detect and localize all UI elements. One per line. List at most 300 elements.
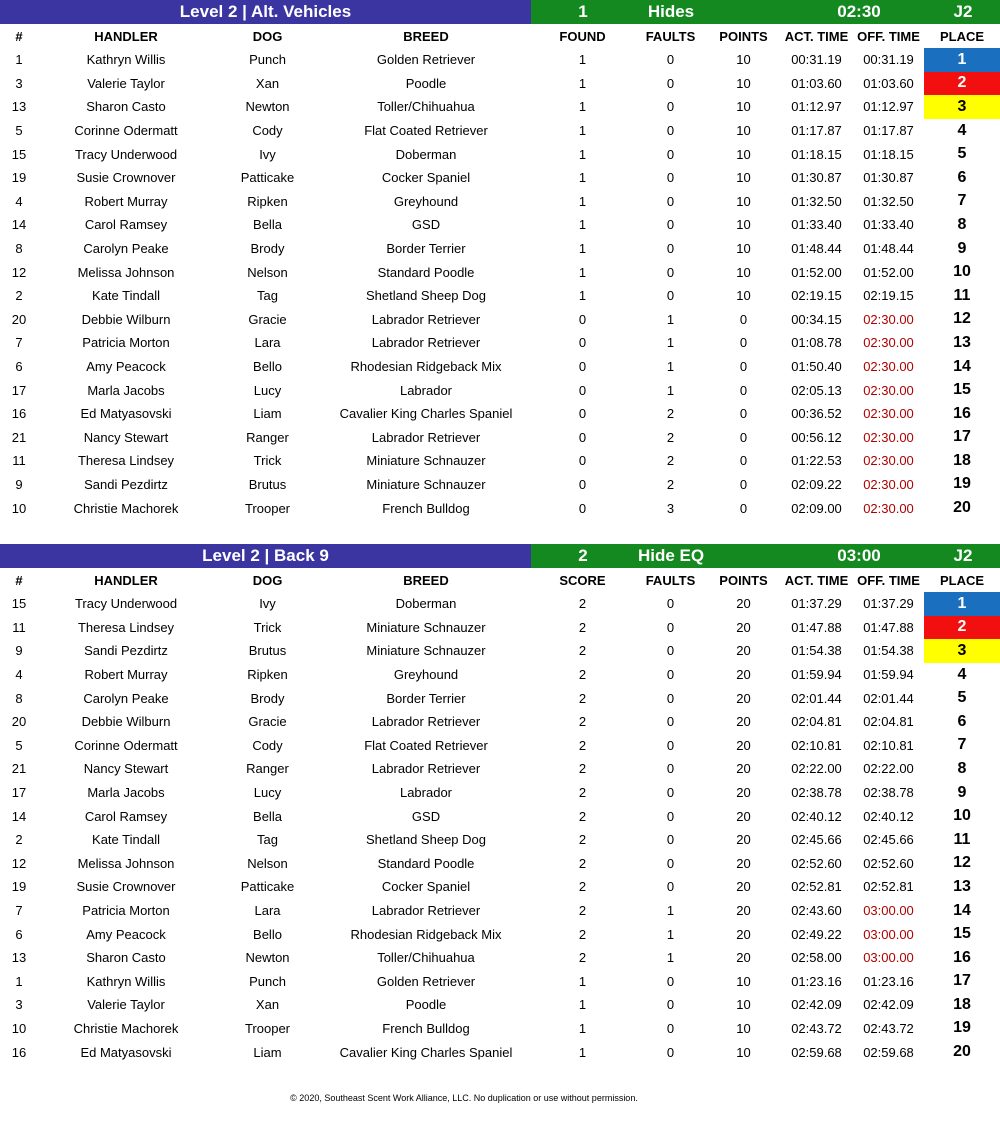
handler-name-cell: Ed Matyasovski	[80, 406, 172, 422]
handler-name-cell: Christie Machorek	[73, 500, 179, 516]
actual-time-cell: 02:43.60	[791, 903, 842, 919]
points-cell: 10	[736, 1044, 751, 1060]
breed-cell: Labrador Retriever	[371, 429, 481, 445]
official-time-cell: 01:52.00	[863, 264, 914, 280]
place-cell: 17	[953, 428, 971, 446]
column-header: FAULTS	[645, 28, 696, 44]
table-row	[0, 686, 1000, 710]
place-cell: 12	[953, 310, 971, 328]
actual-time-cell: 02:10.81	[791, 737, 842, 753]
entry-number-cell: 4	[15, 667, 23, 683]
faults-cell: 0	[666, 146, 675, 162]
entry-number-cell: 8	[15, 241, 23, 257]
official-time-cell: 02:30.00	[863, 429, 914, 445]
place-cell: 2	[924, 616, 1000, 640]
faults-cell: 1	[666, 335, 675, 351]
hide-count: 2	[578, 546, 588, 565]
table-row	[0, 119, 1000, 143]
handler-name-cell: Patricia Morton	[82, 903, 170, 919]
dog-name-cell: Lucy	[253, 382, 282, 398]
actual-time-cell: 00:36.52	[791, 406, 842, 422]
place-cell: 17	[953, 972, 971, 990]
entry-number-cell: 13	[11, 950, 27, 966]
official-time-cell: 02:59.68	[863, 1044, 914, 1060]
table-row	[0, 284, 1000, 308]
faults-cell: 3	[666, 500, 675, 516]
table-row	[0, 875, 1000, 899]
place-cell: 4	[957, 665, 967, 683]
faults-cell: 0	[666, 288, 675, 304]
entry-number-cell: 10	[11, 500, 27, 516]
actual-time-cell: 01:59.94	[791, 667, 842, 683]
official-time-cell: 03:00.00	[863, 903, 914, 919]
official-time-cell: 01:18.15	[863, 146, 914, 162]
dog-name-cell: Nelson	[247, 855, 288, 871]
dog-name-cell: Cody	[252, 123, 283, 139]
points-cell: 20	[736, 596, 751, 612]
faults-cell: 0	[666, 75, 675, 91]
breed-cell: Cocker Spaniel	[381, 879, 471, 895]
score-cell: 0	[578, 429, 587, 445]
points-cell: 20	[736, 643, 751, 659]
faults-cell: 1	[666, 311, 675, 327]
entry-number-cell: 17	[11, 382, 27, 398]
dog-name-cell: Liam	[253, 406, 282, 422]
entry-number-cell: 3	[15, 75, 23, 91]
entry-number-cell: 11	[12, 453, 26, 469]
faults-cell: 0	[666, 217, 675, 233]
place-cell: 1	[924, 592, 1000, 616]
level-code: J2	[953, 2, 973, 21]
actual-time-cell: 00:31.19	[791, 52, 842, 68]
dog-name-cell: Patticake	[240, 170, 295, 186]
handler-name-cell: Patricia Morton	[82, 335, 170, 351]
dog-name-cell: Brutus	[248, 643, 287, 659]
points-cell: 0	[739, 359, 748, 375]
score-cell: 1	[578, 1020, 587, 1036]
table-row	[0, 663, 1000, 687]
handler-name-cell: Sharon Casto	[86, 99, 166, 115]
score-cell: 1	[578, 1044, 587, 1060]
entry-number-cell: 2	[15, 288, 23, 304]
handler-name-cell: Susie Crownover	[76, 170, 176, 186]
faults-cell: 0	[666, 99, 675, 115]
breed-cell: Labrador Retriever	[371, 335, 481, 351]
table-row	[0, 331, 1000, 355]
dog-name-cell: Gracie	[248, 311, 287, 327]
table-row	[0, 639, 1000, 663]
section-title: Level 2 | Back 9	[0, 544, 531, 568]
entry-number-cell: 20	[11, 714, 27, 730]
actual-time-cell: 01:50.40	[791, 359, 842, 375]
actual-time-cell: 01:54.38	[791, 643, 842, 659]
score-cell: 2	[578, 761, 587, 777]
official-time-cell: 02:30.00	[863, 500, 914, 516]
handler-name-cell: Kate Tindall	[92, 288, 160, 304]
column-header: ACT. TIME	[784, 28, 849, 44]
faults-cell: 0	[666, 761, 675, 777]
actual-time-cell: 01:22.53	[791, 453, 842, 469]
actual-time-cell: 01:12.97	[791, 99, 842, 115]
entry-number-cell: 15	[11, 596, 27, 612]
level-code: J2	[953, 546, 973, 565]
faults-cell: 0	[666, 1020, 675, 1036]
official-time-cell: 02:38.78	[863, 785, 914, 801]
place-cell: 1	[924, 48, 1000, 72]
score-cell: 0	[578, 500, 587, 516]
official-time-cell: 01:59.94	[863, 667, 914, 683]
dog-name-cell: Ripken	[247, 193, 288, 209]
score-cell: 1	[578, 99, 587, 115]
place-cell: 12	[953, 854, 971, 872]
score-cell: 2	[578, 737, 587, 753]
dog-name-cell: Lara	[254, 335, 281, 351]
breed-cell: Doberman	[395, 146, 457, 162]
points-cell: 0	[739, 476, 748, 492]
entry-number-cell: 8	[15, 690, 23, 706]
actual-time-cell: 02:09.00	[791, 500, 842, 516]
breed-cell: GSD	[411, 217, 441, 233]
official-time-cell: 01:17.87	[863, 123, 914, 139]
points-cell: 10	[736, 1020, 751, 1036]
hide-count: 1	[578, 2, 588, 21]
official-time-cell: 02:52.60	[863, 855, 914, 871]
score-cell: 0	[578, 406, 587, 422]
score-cell: 1	[578, 193, 587, 209]
handler-name-cell: Tracy Underwood	[74, 146, 178, 162]
handler-name-cell: Kate Tindall	[92, 832, 160, 848]
faults-cell: 0	[666, 973, 675, 989]
points-cell: 10	[736, 288, 751, 304]
score-cell: 0	[578, 382, 587, 398]
handler-name-cell: Carol Ramsey	[84, 217, 168, 233]
faults-cell: 0	[666, 785, 675, 801]
place-cell: 6	[957, 712, 967, 730]
max-time: 02:30	[837, 2, 881, 21]
points-cell: 20	[736, 879, 751, 895]
dog-name-cell: Tag	[257, 288, 278, 304]
hide-label: Hide EQ	[637, 546, 705, 565]
points-cell: 20	[736, 903, 751, 919]
faults-cell: 0	[666, 997, 675, 1013]
breed-cell: Toller/Chihuahua	[377, 950, 475, 966]
entry-number-cell: 11	[12, 619, 26, 635]
table-row	[0, 496, 1000, 520]
handler-name-cell: Nancy Stewart	[83, 429, 169, 445]
official-time-cell: 01:48.44	[863, 241, 914, 257]
column-header: HANDLER	[94, 572, 158, 588]
place-cell: 13	[953, 333, 971, 351]
column-header: #	[15, 28, 23, 44]
place-cell: 5	[957, 689, 967, 707]
table-row	[0, 48, 1000, 72]
breed-cell: Cavalier King Charles Spaniel	[339, 406, 513, 422]
table-row	[0, 804, 1000, 828]
faults-cell: 0	[666, 643, 675, 659]
points-cell: 10	[736, 99, 751, 115]
place-cell: 10	[953, 263, 971, 281]
column-header: FAULTS	[645, 572, 696, 588]
faults-cell: 2	[666, 406, 675, 422]
handler-name-cell: Carolyn Peake	[83, 241, 169, 257]
dog-name-cell: Bello	[253, 926, 282, 942]
points-cell: 0	[739, 500, 748, 516]
copyright-footer: © 2020, Southeast Scent Work Alliance, LLC. No duplication or use without permission.	[290, 1093, 638, 1103]
score-cell: 1	[578, 264, 587, 280]
points-cell: 20	[736, 950, 751, 966]
entry-number-cell: 1	[15, 973, 23, 989]
entry-number-cell: 21	[11, 429, 27, 445]
official-time-cell: 02:45.66	[863, 832, 914, 848]
official-time-cell: 02:43.72	[863, 1020, 914, 1036]
points-cell: 20	[736, 832, 751, 848]
official-time-cell: 02:30.00	[863, 311, 914, 327]
points-cell: 0	[739, 335, 748, 351]
handler-name-cell: Debbie Wilburn	[81, 714, 171, 730]
faults-cell: 0	[666, 690, 675, 706]
actual-time-cell: 01:32.50	[791, 193, 842, 209]
actual-time-cell: 01:52.00	[791, 264, 842, 280]
table-row	[0, 852, 1000, 876]
points-cell: 20	[736, 926, 751, 942]
handler-name-cell: Susie Crownover	[76, 879, 176, 895]
handler-name-cell: Carol Ramsey	[84, 808, 168, 824]
breed-cell: Standard Poodle	[377, 264, 475, 280]
entry-number-cell: 15	[11, 146, 27, 162]
handler-name-cell: Nancy Stewart	[83, 761, 169, 777]
column-header: OFF. TIME	[857, 572, 920, 588]
dog-name-cell: Punch	[249, 52, 286, 68]
hide-label: Hides	[647, 2, 695, 21]
dog-name-cell: Bello	[253, 359, 282, 375]
actual-time-cell: 01:18.15	[791, 146, 842, 162]
table-row	[0, 781, 1000, 805]
handler-name-cell: Melissa Johnson	[77, 855, 175, 871]
entry-number-cell: 4	[15, 193, 23, 209]
actual-time-cell: 01:33.40	[791, 217, 842, 233]
table-row	[0, 142, 1000, 166]
handler-name-cell: Kathryn Willis	[86, 52, 166, 68]
official-time-cell: 02:22.00	[863, 761, 914, 777]
place-cell: 3	[924, 95, 1000, 119]
points-cell: 10	[736, 75, 751, 91]
faults-cell: 1	[666, 359, 675, 375]
official-time-cell: 02:30.00	[863, 453, 914, 469]
score-cell: 1	[578, 997, 587, 1013]
score-cell: 2	[578, 808, 587, 824]
actual-time-cell: 02:22.00	[791, 761, 842, 777]
column-header: HANDLER	[94, 28, 158, 44]
breed-cell: Flat Coated Retriever	[364, 123, 488, 139]
handler-name-cell: Marla Jacobs	[87, 382, 165, 398]
table-row	[0, 1040, 1000, 1064]
entry-number-cell: 12	[11, 855, 27, 871]
score-cell: 0	[578, 453, 587, 469]
results-section-back-9	[0, 544, 1000, 1064]
column-header: POINTS	[719, 572, 768, 588]
table-row	[0, 402, 1000, 426]
place-cell: 14	[953, 901, 971, 919]
official-time-cell: 02:30.00	[863, 476, 914, 492]
points-cell: 20	[736, 808, 751, 824]
score-cell: 1	[578, 217, 587, 233]
column-header: BREED	[403, 572, 449, 588]
place-cell: 9	[957, 783, 967, 801]
table-row	[0, 72, 1000, 96]
breed-cell: French Bulldog	[382, 500, 470, 516]
breed-cell: Labrador Retriever	[371, 311, 481, 327]
entry-number-cell: 3	[15, 997, 23, 1013]
points-cell: 20	[736, 690, 751, 706]
entry-number-cell: 6	[15, 926, 23, 942]
entry-number-cell: 10	[11, 1020, 27, 1036]
place-cell: 8	[957, 215, 967, 233]
faults-cell: 2	[666, 429, 675, 445]
place-cell: 16	[953, 948, 971, 966]
breed-cell: Labrador	[399, 785, 453, 801]
dog-name-cell: Bella	[253, 808, 282, 824]
table-row	[0, 710, 1000, 734]
score-cell: 2	[578, 903, 587, 919]
table-row	[0, 355, 1000, 379]
points-cell: 10	[736, 170, 751, 186]
actual-time-cell: 02:49.22	[791, 926, 842, 942]
score-cell: 2	[578, 950, 587, 966]
table-row	[0, 616, 1000, 640]
points-cell: 0	[739, 406, 748, 422]
handler-name-cell: Melissa Johnson	[77, 264, 175, 280]
entry-number-cell: 7	[15, 903, 23, 919]
table-row	[0, 734, 1000, 758]
breed-cell: Shetland Sheep Dog	[366, 288, 486, 304]
breed-cell: Labrador	[399, 382, 453, 398]
column-header: FOUND	[559, 28, 606, 44]
official-time-cell: 02:30.00	[863, 359, 914, 375]
actual-time-cell: 02:01.44	[791, 690, 842, 706]
dog-name-cell: Cody	[252, 737, 283, 753]
table-row	[0, 899, 1000, 923]
handler-name-cell: Ed Matyasovski	[80, 1044, 172, 1060]
official-time-cell: 03:00.00	[863, 950, 914, 966]
actual-time-cell: 02:52.60	[791, 855, 842, 871]
entry-number-cell: 6	[15, 359, 23, 375]
table-row	[0, 828, 1000, 852]
column-header: PLACE	[939, 28, 985, 44]
section-header	[0, 0, 1000, 24]
handler-name-cell: Corinne Odermatt	[74, 123, 178, 139]
faults-cell: 0	[666, 170, 675, 186]
column-header-row	[0, 24, 1000, 48]
breed-cell: Greyhound	[393, 193, 459, 209]
table-row	[0, 473, 1000, 497]
breed-cell: Miniature Schnauzer	[366, 619, 486, 635]
dog-name-cell: Liam	[253, 1044, 282, 1060]
points-cell: 20	[736, 855, 751, 871]
official-time-cell: 01:32.50	[863, 193, 914, 209]
official-time-cell: 02:30.00	[863, 335, 914, 351]
handler-name-cell: Sharon Casto	[86, 950, 166, 966]
place-cell: 8	[957, 759, 967, 777]
actual-time-cell: 01:37.29	[791, 596, 842, 612]
faults-cell: 0	[666, 619, 675, 635]
official-time-cell: 02:10.81	[863, 737, 914, 753]
faults-cell: 0	[666, 714, 675, 730]
place-cell: 2	[924, 72, 1000, 96]
faults-cell: 0	[666, 737, 675, 753]
column-header: POINTS	[719, 28, 768, 44]
score-cell: 1	[578, 146, 587, 162]
score-cell: 1	[578, 52, 587, 68]
table-row	[0, 378, 1000, 402]
dog-name-cell: Brody	[250, 690, 285, 706]
results-section-alt-vehicles	[0, 0, 1000, 520]
entry-number-cell: 21	[11, 761, 27, 777]
points-cell: 0	[739, 429, 748, 445]
handler-name-cell: Carolyn Peake	[83, 690, 169, 706]
place-cell: 4	[957, 121, 967, 139]
table-row	[0, 166, 1000, 190]
place-cell: 7	[957, 736, 967, 754]
table-row	[0, 449, 1000, 473]
table-row	[0, 426, 1000, 450]
score-cell: 2	[578, 690, 587, 706]
actual-time-cell: 01:23.16	[791, 973, 842, 989]
place-cell: 18	[953, 451, 971, 469]
dog-name-cell: Trooper	[244, 500, 291, 516]
column-header: OFF. TIME	[857, 28, 920, 44]
faults-cell: 0	[666, 123, 675, 139]
score-cell: 1	[578, 75, 587, 91]
faults-cell: 1	[666, 382, 675, 398]
dog-name-cell: Tag	[257, 832, 278, 848]
dog-name-cell: Ranger	[246, 761, 289, 777]
official-time-cell: 02:30.00	[863, 406, 914, 422]
dog-name-cell: Newton	[245, 950, 290, 966]
place-cell: 10	[953, 807, 971, 825]
official-time-cell: 02:04.81	[863, 714, 914, 730]
results-table	[0, 24, 1000, 520]
table-row	[0, 308, 1000, 332]
entry-number-cell: 14	[11, 217, 27, 233]
points-cell: 10	[736, 123, 751, 139]
place-cell: 13	[953, 877, 971, 895]
faults-cell: 2	[666, 476, 675, 492]
place-cell: 3	[924, 639, 1000, 663]
official-time-cell: 02:52.81	[863, 879, 914, 895]
points-cell: 10	[736, 264, 751, 280]
table-row	[0, 260, 1000, 284]
breed-cell: Border Terrier	[386, 690, 466, 706]
dog-name-cell: Trooper	[244, 1020, 291, 1036]
points-cell: 20	[736, 737, 751, 753]
official-time-cell: 03:00.00	[863, 926, 914, 942]
score-cell: 1	[578, 170, 587, 186]
breed-cell: Rhodesian Ridgeback Mix	[350, 359, 502, 375]
entry-number-cell: 19	[11, 170, 27, 186]
handler-name-cell: Sandi Pezdirtz	[84, 476, 168, 492]
official-time-cell: 01:12.97	[863, 99, 914, 115]
actual-time-cell: 02:38.78	[791, 785, 842, 801]
actual-time-cell: 02:05.13	[791, 382, 842, 398]
column-header: #	[15, 572, 23, 588]
column-header-row	[0, 568, 1000, 592]
handler-name-cell: Christie Machorek	[73, 1020, 179, 1036]
place-cell: 18	[953, 995, 971, 1013]
breed-cell: Poodle	[405, 997, 447, 1013]
place-cell: 16	[953, 404, 971, 422]
breed-cell: Labrador Retriever	[371, 761, 481, 777]
place-cell: 19	[953, 475, 971, 493]
